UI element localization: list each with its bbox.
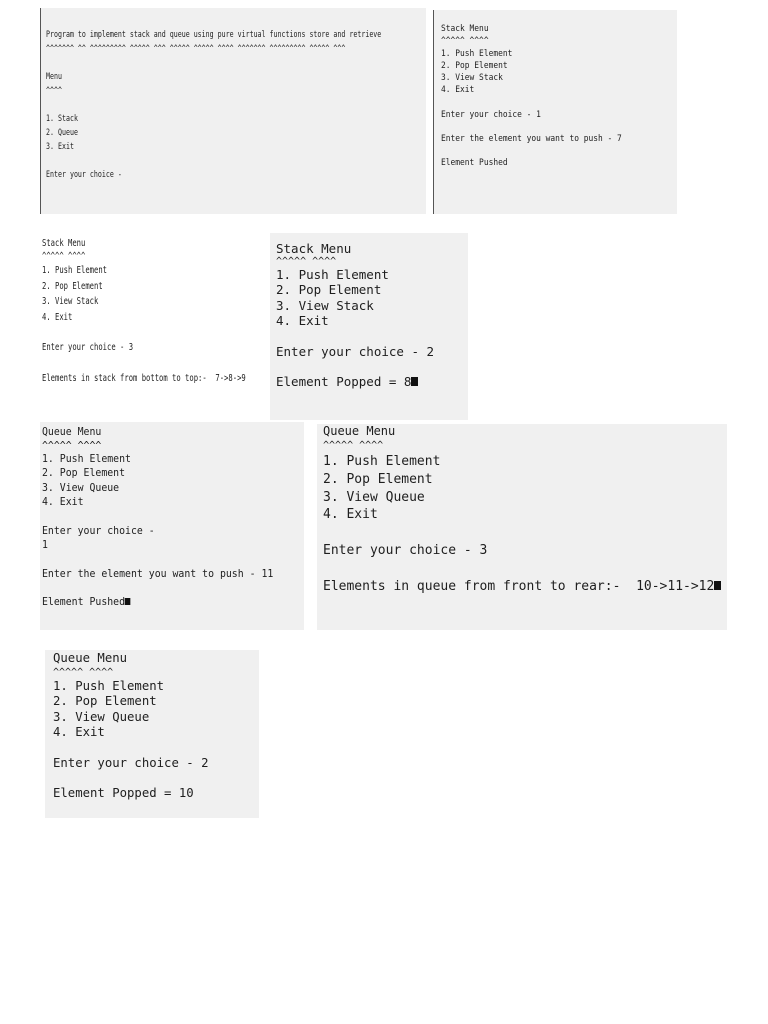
intro-console-screenshot	[40, 8, 426, 214]
stack-menu-underline: ^^^^^ ^^^^	[441, 35, 489, 47]
option-view-stack: 3. View Stack	[441, 72, 503, 84]
stack-menu-underline: ^^^^^ ^^^^	[42, 251, 86, 262]
option-exit: 4. Exit	[42, 496, 84, 508]
option-exit: 4. Exit	[323, 507, 378, 523]
queue-contents-line	[323, 578, 727, 596]
option-push-element: 1. Push Element	[276, 266, 389, 282]
stack-pop-console-screenshot	[270, 233, 468, 420]
option-view-stack: 3. View Stack	[276, 297, 374, 313]
option-exit: 4. Exit	[276, 313, 329, 328]
option-pop-element: 2. Pop Element	[42, 467, 126, 479]
stack-menu-title: Stack Menu	[42, 238, 86, 249]
menu-title: Menu	[46, 72, 62, 82]
push-result: Element Pushed	[42, 596, 126, 608]
option-pop-element: 2. Pop Element	[276, 282, 382, 297]
option-pop-element: 2. Pop Element	[53, 694, 157, 708]
menu-option-exit: 3. Exit	[46, 142, 74, 152]
queue-menu-title: Queue Menu	[53, 651, 128, 665]
queue-push-console-screenshot	[40, 422, 304, 630]
option-view-queue: 3. View Queue	[42, 481, 120, 494]
push-value-prompt: Enter the element you want to push - 11	[42, 567, 274, 580]
queue-menu-underline: ^^^^^ ^^^^	[323, 440, 384, 451]
menu-option-stack: 1. Stack	[46, 114, 78, 124]
pop-result: Element Popped = 8	[276, 374, 412, 389]
choice-prompt: Enter your choice - 2	[276, 343, 435, 359]
push-value-prompt: Enter the element you want to push - 7	[441, 133, 622, 145]
option-pop-element: 2. Pop Element	[42, 280, 103, 292]
option-view-queue: 3. View Queue	[53, 709, 150, 724]
choice-prompt: Enter your choice - 3	[42, 342, 134, 353]
option-exit: 4. Exit	[42, 311, 73, 323]
text-cursor	[411, 377, 418, 386]
program-title: Program to implement stack and queue using pure virtual functions store and retrieve	[46, 30, 382, 40]
option-push-element: 1. Push Element	[323, 454, 441, 469]
menu-title-underline: ^^^^	[46, 86, 62, 96]
stack-view-console-screenshot	[40, 232, 270, 408]
queue-pop-console-screenshot	[45, 650, 259, 818]
queue-menu-title: Queue Menu	[323, 424, 396, 438]
option-push-element: 1. Push Element	[53, 678, 165, 693]
pop-result-line	[276, 374, 468, 390]
option-pop-element: 2. Pop Element	[323, 471, 433, 487]
option-pop-element: 2. Pop Element	[441, 59, 508, 71]
program-title-underline: ^^^^^^^ ^^ ^^^^^^^^^ ^^^^^ ^^^ ^^^^^ ^^^^^ ^^^^ ^^^^^^^ ^^^^^^^^^ ^^^^^ ^^^	[46, 44, 346, 54]
text-cursor	[714, 581, 721, 590]
menu-option-queue: 2. Queue	[46, 128, 78, 138]
queue-menu-underline: ^^^^^ ^^^^	[42, 439, 102, 452]
queue-menu-title: Queue Menu	[42, 426, 102, 438]
push-result: Element Pushed	[441, 157, 508, 169]
choice-value: 1	[42, 539, 48, 551]
option-view-stack: 3. View Stack	[42, 296, 99, 307]
queue-menu-underline: ^^^^^ ^^^^	[53, 666, 114, 678]
option-view-queue: 3. View Queue	[323, 489, 425, 505]
choice-prompt: Enter your choice - 3	[323, 543, 488, 559]
choice-prompt: Enter your choice -	[46, 170, 122, 180]
option-exit: 4. Exit	[441, 84, 475, 96]
stack-contents-result: Elements in stack from bottom to top:- 7->8->9	[42, 372, 246, 384]
option-push-element: 1. Push Element	[441, 47, 513, 59]
option-push-element: 1. Push Element	[42, 265, 108, 276]
queue-view-console-screenshot	[317, 424, 727, 630]
choice-prompt: Enter your choice -	[42, 524, 155, 537]
choice-prompt: Enter your choice - 1	[441, 108, 541, 120]
choice-prompt: Enter your choice - 2	[53, 755, 209, 770]
stack-menu-title: Stack Menu	[441, 23, 489, 34]
text-cursor	[125, 598, 131, 605]
pop-result: Element Popped = 10	[53, 786, 194, 800]
push-result-line	[42, 595, 286, 610]
option-exit: 4. Exit	[53, 725, 105, 739]
stack-push-console-screenshot	[433, 10, 677, 214]
queue-contents-result: Elements in queue from front to rear:- 10->11->12	[323, 578, 715, 594]
stack-menu-underline: ^^^^^ ^^^^	[276, 255, 337, 267]
stack-menu-title: Stack Menu	[276, 241, 352, 256]
option-push-element: 1. Push Element	[42, 452, 131, 465]
